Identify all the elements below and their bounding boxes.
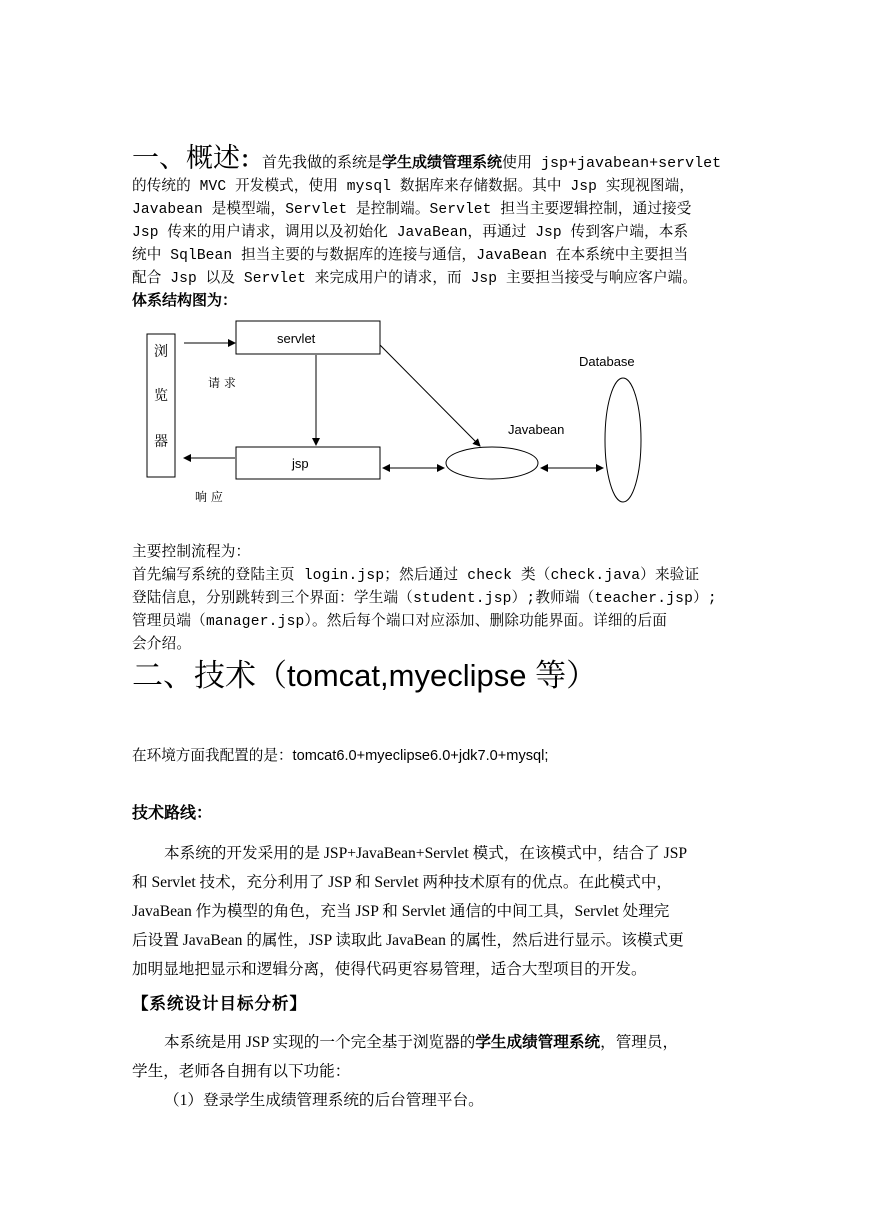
overview-tail: 使用 jsp+javabean+servlet bbox=[502, 155, 722, 172]
goal-line-1 bbox=[164, 1030, 678, 1052]
servlet-label: servlet bbox=[277, 331, 316, 346]
flow-line-4: 会介绍。 bbox=[132, 637, 192, 653]
goal-line-2: 学生，老师各自拥有以下功能： bbox=[132, 1063, 351, 1080]
javabean-ellipse bbox=[446, 447, 538, 479]
goal-heading: 【系统设计目标分析】 bbox=[132, 994, 307, 1013]
goal-item-1: （1）登录学生成绩管理系统的后台管理平台。 bbox=[164, 1092, 484, 1109]
browser-char-2: 览 bbox=[154, 388, 168, 404]
flow-line-3: 管理员端（manager.jsp）。然后每个端口对应添加、删除功能界面。详细的后面 bbox=[132, 614, 668, 630]
overview-lead: 首先我做的系统是 bbox=[262, 155, 383, 172]
route-line-4: 后设置 JavaBean 的属性，JSP 读取此 JavaBean 的属性，然后进行显示。该模式更 bbox=[132, 932, 684, 949]
response-label: 响 应 bbox=[195, 490, 223, 504]
route-heading: 技术路线： bbox=[132, 803, 213, 822]
database-ellipse bbox=[605, 378, 641, 502]
request-label: 请 求 bbox=[208, 376, 236, 390]
overview-line-1: 的传统的 MVC 开发模式，使用 mysql 数据库来存储数据。其中 Jsp 实现视图端， bbox=[132, 179, 695, 195]
route-line-3: JavaBean 作为模型的角色，充当 JSP 和 Servlet 通信的中间工具，Servlet 处理完 bbox=[132, 903, 670, 920]
flow-line-2: 登陆信息，分别跳转到三个界面：学生端（student.jsp）;教师端（teacher.jsp）; bbox=[132, 591, 717, 607]
environment-line: 在环境方面我配置的是：tomcat6.0+myeclipse6.0+jdk7.0+mysql; bbox=[132, 748, 549, 764]
overview-colon: ： bbox=[240, 147, 263, 173]
route-line-1: 本系统的开发采用的是 JSP+JavaBean+Servlet 模式，在该模式中，结合了 JSP bbox=[164, 845, 688, 862]
flow-heading: 主要控制流程为： bbox=[132, 545, 251, 561]
route-line-5: 加明显地把显示和逻辑分离，使得代码更容易管理，适合大型项目的开发。 bbox=[132, 961, 647, 978]
browser-char-1: 浏 bbox=[154, 344, 168, 360]
javabean-label: Javabean bbox=[508, 422, 565, 437]
overview-line-5: 配合 Jsp 以及 Servlet 来完成用户的请求，而 Jsp 主要担当接受与响应客户端。 bbox=[132, 271, 698, 287]
overview-line-2: Javabean 是模型端，Servlet 是控制端。Servlet 担当主要逻辑控制，通过接受 bbox=[132, 202, 692, 218]
overview-line-4: 统中 SqlBean 担当主要的与数据库的连接与通信，JavaBean 在本系统中主要担当 bbox=[132, 248, 689, 264]
overview-heading-line bbox=[132, 136, 721, 175]
servlet-to-javabean-arrow bbox=[380, 345, 480, 446]
overview-number: 一、 bbox=[132, 143, 186, 173]
flow-line-1: 首先编写系统的登陆主页 login.jsp；然后通过 check 类（check.java）来验证 bbox=[132, 568, 700, 584]
route-line-2: 和 Servlet 技术，充分利用了 JSP 和 Servlet 两种技术原有的优点。在此模式中， bbox=[132, 874, 673, 891]
architecture-heading: 体系结构图为： bbox=[132, 291, 238, 309]
technology-heading: 二、技术（tomcat,myeclipse 等） bbox=[132, 658, 598, 693]
system-name: 学生成绩管理系统 bbox=[382, 153, 503, 171]
goal-tail: ，管理员， bbox=[600, 1034, 679, 1051]
overview-line-3: Jsp 传来的用户请求，调用以及初始化 JavaBean，再通过 Jsp 传到客户端，本系 bbox=[132, 225, 689, 241]
architecture-diagram bbox=[140, 312, 660, 522]
jsp-label: jsp bbox=[292, 456, 309, 471]
goal-lead: 本系统是用 JSP 实现的一个完全基于浏览器的 bbox=[164, 1034, 476, 1051]
goal-system-name: 学生成绩管理系统 bbox=[475, 1034, 601, 1051]
overview-title: 概述 bbox=[186, 143, 240, 173]
browser-char-3: 器 bbox=[154, 434, 168, 450]
database-label: Database bbox=[579, 354, 635, 369]
